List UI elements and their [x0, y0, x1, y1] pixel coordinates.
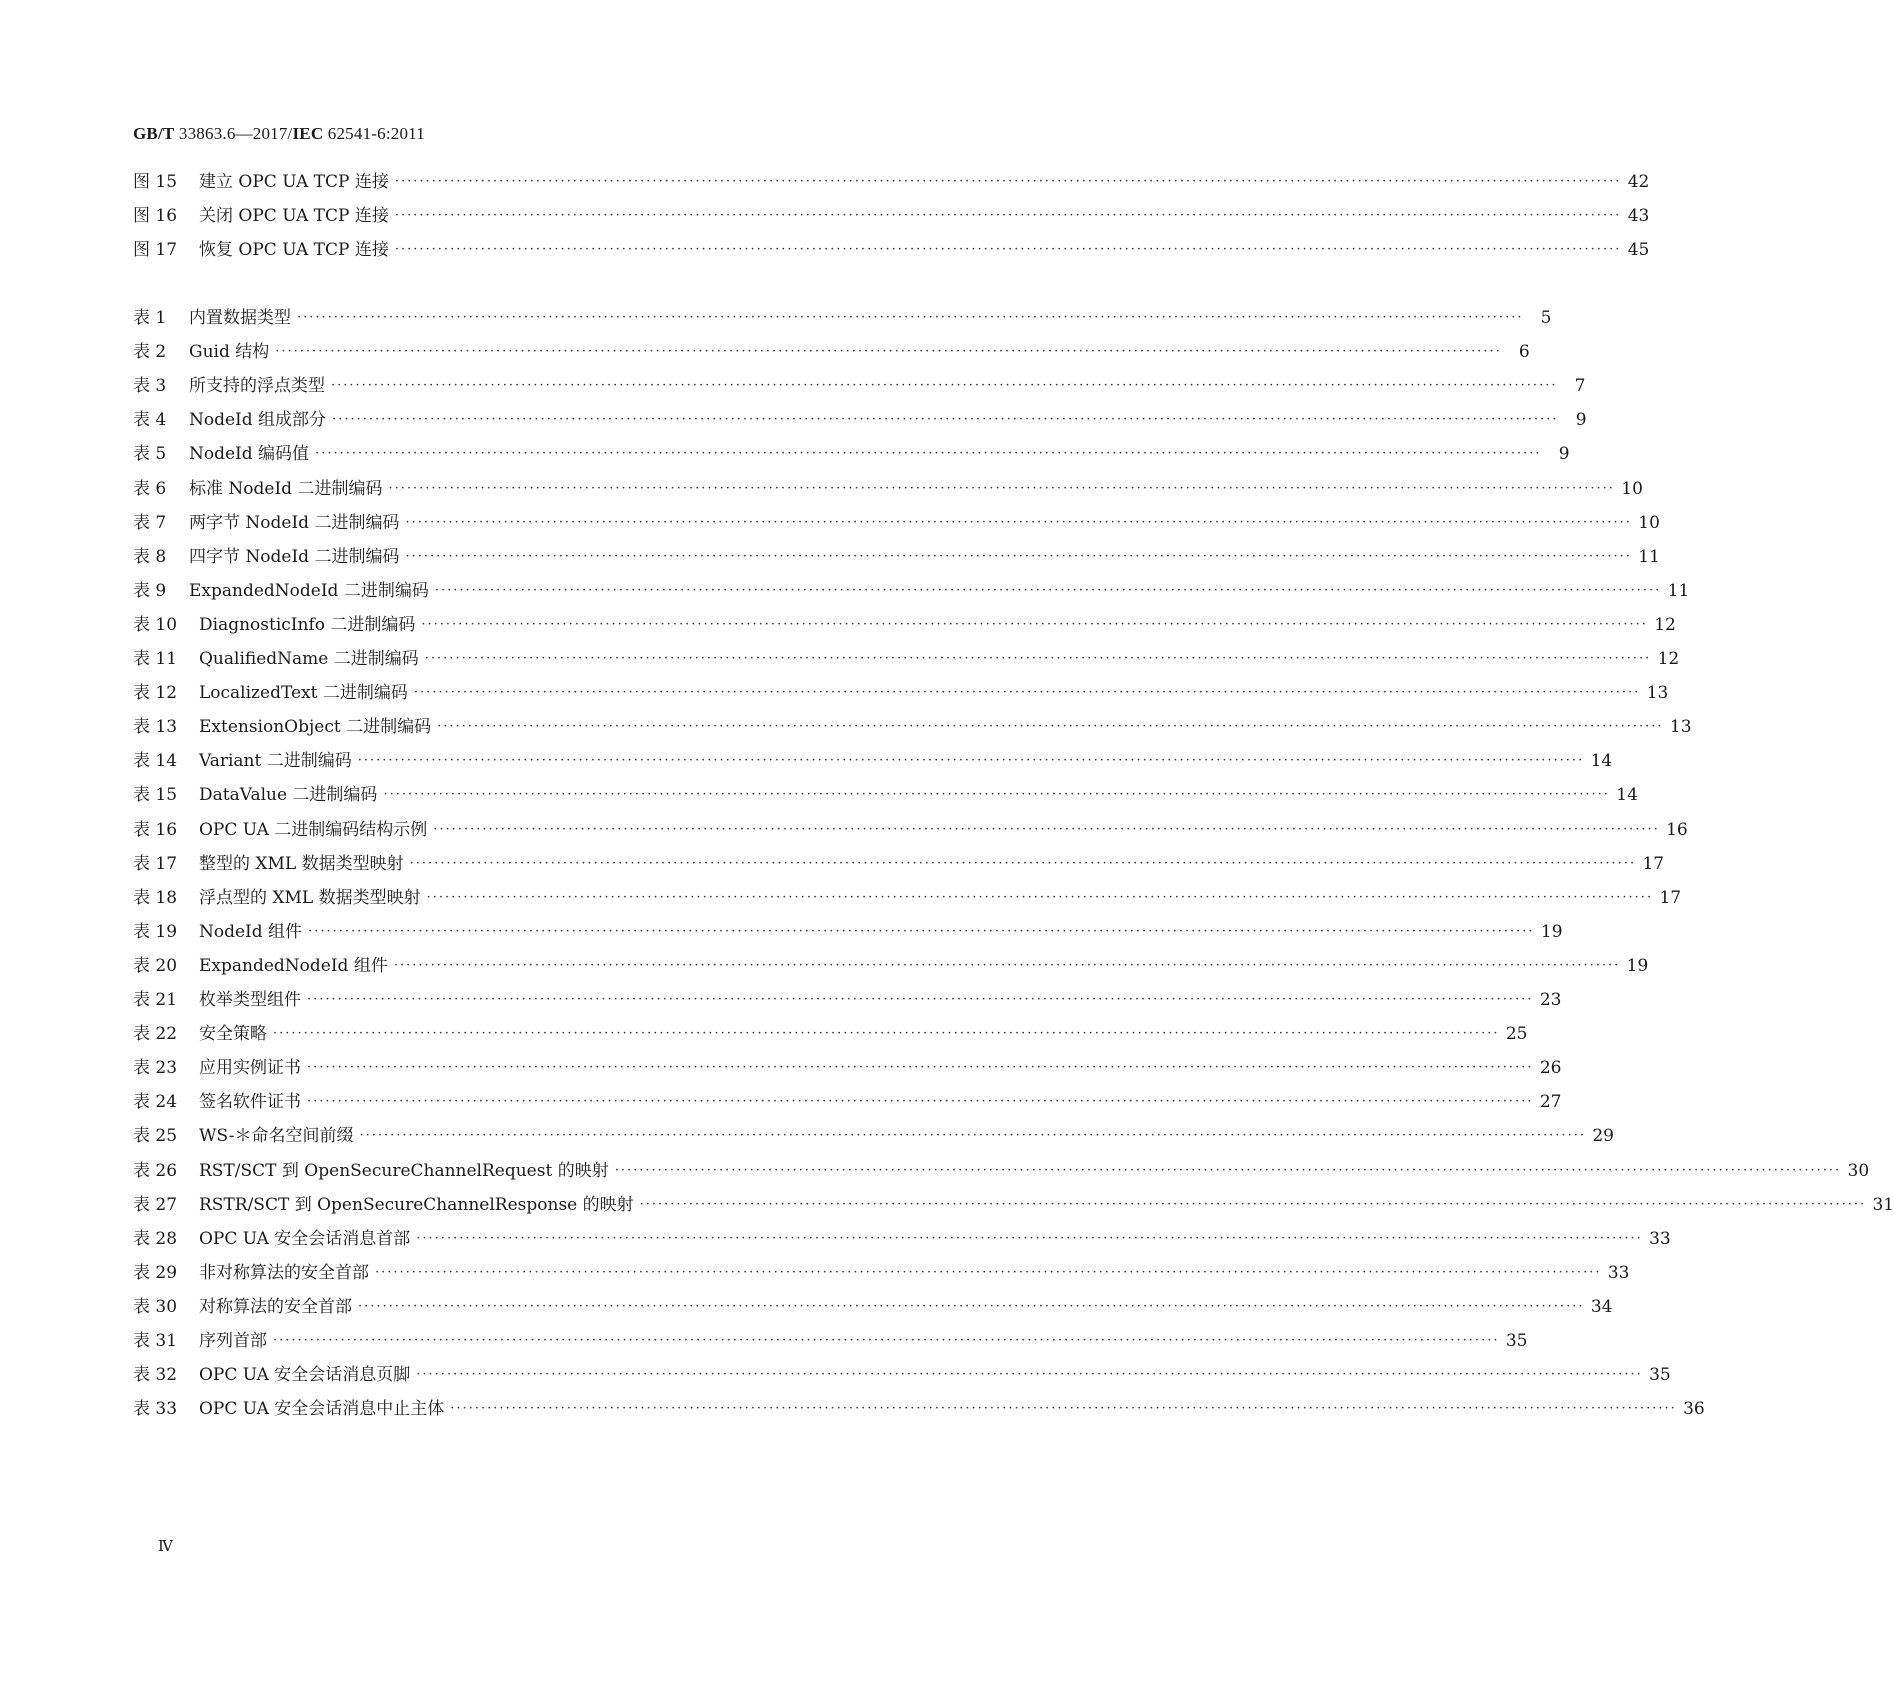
- tables-entry[interactable]: [133, 678, 1669, 704]
- figures-label: 图 15: [133, 172, 178, 192]
- leader-dots: ········································································································································································································: [409, 855, 1637, 871]
- tables-title: 内置数据类型: [189, 308, 291, 328]
- tables-label: 表 7: [133, 512, 167, 533]
- tables-label: 表 13: [133, 717, 178, 738]
- figures-entry[interactable]: [133, 167, 1650, 193]
- tables-page-number: 35: [1505, 1331, 1528, 1351]
- tables-title: NodeId 组件: [199, 921, 303, 942]
- leader-dots: ········································································································································································································: [393, 957, 1621, 973]
- leader-dots: ········································································································································································································: [450, 1401, 1677, 1417]
- tables-page-number: 33: [1649, 1228, 1671, 1249]
- leader-dots: ········································································································································································································: [416, 1230, 1643, 1246]
- tables-label: 表 32: [133, 1365, 178, 1386]
- leader-dots: ········································································································································································································: [433, 821, 1660, 837]
- tables-entry[interactable]: [133, 337, 1530, 363]
- tables-label: 表 4: [133, 410, 167, 431]
- tables-page-number: 7: [1574, 376, 1586, 397]
- figures-entry[interactable]: [133, 235, 1650, 261]
- leader-dots: ········································································································································································································: [297, 310, 1524, 325]
- tables-title: 所支持的浮点类型: [189, 376, 325, 397]
- leader-dots: ········································································································································································································: [383, 787, 1610, 803]
- tables-page-number: 17: [1642, 853, 1665, 874]
- figures-entry[interactable]: [133, 201, 1650, 227]
- standard-header: [133, 124, 425, 144]
- leader-dots: ········································································································································································································: [307, 1060, 1534, 1076]
- tables-entry[interactable]: [133, 712, 1692, 738]
- tables-page-number: 33: [1607, 1262, 1630, 1283]
- tables-title: 整型的 XML 数据类型映射: [199, 853, 404, 874]
- tables-page-number: 14: [1616, 785, 1638, 806]
- tables-title: DataValue 二进制编码: [199, 785, 378, 806]
- leader-dots: ········································································································································································································: [421, 616, 1648, 632]
- tables-title: WS-＊命名空间前缀: [199, 1126, 354, 1147]
- tables-entry[interactable]: [133, 1156, 1870, 1182]
- tables-label: 表 3: [133, 376, 167, 397]
- tables-label: 表 24: [133, 1092, 178, 1113]
- tables-page-number: 5: [1540, 308, 1552, 328]
- tables-entry[interactable]: [133, 439, 1570, 465]
- tables-label: 表 11: [133, 649, 178, 669]
- leader-dots: ········································································································································································································: [332, 412, 1559, 428]
- tables-entry[interactable]: [133, 1360, 1671, 1386]
- tables-label: 表 15: [133, 785, 178, 806]
- tables-title: 非对称算法的安全首部: [199, 1262, 369, 1283]
- tables-entry[interactable]: [133, 610, 1676, 636]
- tables-page-number: 31: [1872, 1194, 1894, 1215]
- tables-title: DiagnosticInfo 二进制编码: [199, 614, 416, 635]
- tables-entry[interactable]: [133, 1190, 1894, 1216]
- leader-dots: ········································································································································································································: [307, 992, 1534, 1007]
- leader-dots: ········································································································································································································: [375, 1264, 1602, 1280]
- tables-page-number: 6: [1518, 342, 1530, 363]
- tables-entry[interactable]: [133, 746, 1613, 772]
- tables-label: 表 31: [133, 1331, 178, 1351]
- tables-page-number: 14: [1590, 751, 1613, 772]
- tables-title: RSTR/SCT 到 OpenSecureChannelResponse 的映射: [199, 1194, 634, 1215]
- tables-title: 安全策略: [199, 1024, 267, 1045]
- figures-title: 建立 OPC UA TCP 连接: [199, 172, 389, 192]
- tables-title: 标准 NodeId 二进制编码: [189, 478, 383, 499]
- tables-entry[interactable]: [133, 474, 1643, 500]
- tables-page-number: 9: [1558, 444, 1570, 465]
- tables-label: 表 19: [133, 921, 178, 942]
- tables-label: 表 22: [133, 1024, 178, 1045]
- tables-label: 表 10: [133, 614, 178, 635]
- tables-page-number: 12: [1654, 614, 1676, 635]
- tables-entry[interactable]: [133, 951, 1649, 977]
- tables-entry[interactable]: [133, 1087, 1562, 1113]
- tables-page-number: 16: [1666, 819, 1688, 840]
- tables-entry[interactable]: [133, 1258, 1630, 1284]
- leader-dots: ········································································································································································································: [413, 685, 1641, 701]
- tables-page-number: 25: [1505, 1024, 1528, 1045]
- figures-title: 恢复 OPC UA TCP 连接: [199, 240, 389, 261]
- figures-page-number: 43: [1627, 206, 1650, 227]
- figures-label: 图 17: [133, 240, 178, 261]
- tables-title: OPC UA 二进制编码结构示例: [199, 819, 428, 840]
- tables-label: 表 26: [133, 1160, 178, 1181]
- leader-dots: ········································································································································································································: [275, 344, 1502, 360]
- tables-title: NodeId 组成部分: [189, 410, 327, 431]
- tables-label: 表 29: [133, 1262, 178, 1283]
- tables-title: NodeId 编码值: [189, 444, 310, 465]
- leader-dots: ········································································································································································································: [273, 1333, 1500, 1348]
- tables-title: Guid 结构: [189, 342, 270, 363]
- tables-entry[interactable]: [133, 644, 1680, 670]
- tables-title: Variant 二进制编码: [199, 751, 352, 772]
- leader-dots: ········································································································································································································: [308, 923, 1535, 939]
- tables-page-number: 30: [1847, 1160, 1870, 1181]
- tables-title: QualifiedName 二进制编码: [199, 649, 419, 669]
- tables-label: 表 27: [133, 1194, 178, 1215]
- tables-title: 浮点型的 XML 数据类型映射: [199, 887, 421, 908]
- tables-title: 四字节 NodeId 二进制编码: [189, 546, 400, 567]
- tables-entry[interactable]: [133, 849, 1665, 875]
- leader-dots: ········································································································································································································: [424, 651, 1652, 666]
- leader-dots: ········································································································································································································: [394, 174, 1622, 189]
- tables-title: ExpandedNodeId 组件: [199, 955, 388, 976]
- leader-dots: ········································································································································································································: [273, 1026, 1500, 1042]
- tables-title: RST/SCT 到 OpenSecureChannelRequest 的映射: [199, 1160, 609, 1181]
- tables-label: 表 1: [133, 308, 167, 328]
- leader-dots: ········································································································································································································: [416, 1367, 1643, 1383]
- tables-label: 表 9: [133, 580, 167, 601]
- tables-page-number: 23: [1539, 990, 1562, 1010]
- tables-title: ExtensionObject 二进制编码: [199, 717, 432, 738]
- tables-page-number: 36: [1683, 1399, 1705, 1420]
- tables-label: 表 21: [133, 990, 178, 1010]
- tables-label: 表 12: [133, 683, 178, 704]
- tables-page-number: 10: [1621, 478, 1643, 499]
- tables-page-number: 35: [1649, 1365, 1671, 1386]
- tables-title: ExpandedNodeId 二进制编码: [189, 580, 429, 601]
- tables-label: 表 23: [133, 1058, 178, 1079]
- tables-title: LocalizedText 二进制编码: [199, 683, 408, 704]
- tables-page-number: 9: [1575, 410, 1587, 431]
- tables-page-number: 10: [1638, 512, 1660, 533]
- tables-entry[interactable]: [133, 303, 1552, 329]
- iec-number: 62541-6:2011: [327, 124, 425, 143]
- leader-dots: ········································································································································································································: [434, 582, 1662, 598]
- tables-title: 两字节 NodeId 二进制编码: [189, 512, 400, 533]
- tables-label: 表 25: [133, 1126, 178, 1147]
- tables-entry[interactable]: [133, 1053, 1562, 1079]
- tables-entry[interactable]: [133, 576, 1690, 602]
- tables-title: OPC UA 安全会话消息首部: [199, 1228, 411, 1249]
- leader-dots: ········································································································································································································: [394, 208, 1622, 224]
- leader-dots: ········································································································································································································: [614, 1162, 1842, 1178]
- tables-page-number: 26: [1539, 1058, 1562, 1079]
- tables-page-number: 19: [1626, 955, 1649, 976]
- tables-label: 表 28: [133, 1228, 178, 1249]
- leader-dots: ········································································································································································································: [358, 1298, 1585, 1314]
- leader-dots: ········································································································································································································: [388, 480, 1615, 496]
- tables-page-number: 11: [1638, 546, 1660, 567]
- figures-label: 图 16: [133, 206, 178, 227]
- tables-title: 序列首部: [199, 1331, 267, 1351]
- leader-dots: ········································································································································································································: [437, 719, 1664, 735]
- leader-dots: ········································································································································································································: [331, 378, 1558, 394]
- page-folio: Ⅳ: [158, 1539, 173, 1555]
- tables-entry[interactable]: [133, 371, 1586, 397]
- tables-entry[interactable]: [133, 1019, 1528, 1045]
- figures-page-number: 42: [1627, 172, 1650, 192]
- tables-entry[interactable]: [133, 815, 1688, 841]
- leader-dots: ········································································································································································································: [359, 1128, 1586, 1144]
- figures-title: 关闭 OPC UA TCP 连接: [199, 206, 389, 227]
- leader-dots: ········································································································································································································: [639, 1196, 1867, 1212]
- tables-entry[interactable]: [133, 508, 1660, 534]
- tables-page-number: 13: [1669, 717, 1692, 738]
- iec-prefix: IEC: [292, 124, 324, 143]
- leader-dots: ········································································································································································································: [307, 1094, 1534, 1110]
- tables-label: 表 33: [133, 1399, 178, 1420]
- tables-entry[interactable]: [133, 405, 1587, 431]
- tables-title: 签名软件证书: [199, 1092, 301, 1113]
- figures-page-number: 45: [1627, 240, 1650, 261]
- leader-dots: ········································································································································································································: [405, 514, 1632, 530]
- tables-page-number: 17: [1659, 887, 1682, 908]
- tables-label: 表 20: [133, 955, 178, 976]
- leader-dots: ········································································································································································································: [405, 548, 1632, 564]
- standard-prefix: GB/T: [133, 124, 175, 143]
- tables-label: 表 5: [133, 444, 167, 465]
- leader-dots: ········································································································································································································: [315, 446, 1542, 462]
- tables-title: OPC UA 安全会话消息页脚: [199, 1365, 411, 1386]
- tables-title: 应用实例证书: [199, 1058, 301, 1079]
- tables-page-number: 19: [1540, 921, 1563, 942]
- tables-entry[interactable]: [133, 1121, 1614, 1147]
- tables-entry[interactable]: [133, 1326, 1528, 1352]
- tables-label: 表 8: [133, 546, 167, 567]
- tables-label: 表 6: [133, 478, 167, 499]
- tables-page-number: 13: [1646, 683, 1669, 704]
- tables-entry[interactable]: [133, 883, 1682, 909]
- tables-label: 表 14: [133, 751, 178, 772]
- tables-entry[interactable]: [133, 1394, 1705, 1420]
- tables-page-number: 11: [1667, 580, 1690, 601]
- tables-title: 枚举类型组件: [199, 990, 301, 1010]
- leader-dots: ········································································································································································································: [394, 242, 1622, 258]
- tables-entry[interactable]: [133, 1224, 1671, 1250]
- tables-label: 表 18: [133, 887, 178, 908]
- standard-number: 33863.6—2017/: [178, 124, 293, 143]
- tables-entry[interactable]: [133, 985, 1562, 1011]
- tables-entry[interactable]: [133, 780, 1638, 806]
- tables-title: 对称算法的安全首部: [199, 1296, 352, 1317]
- tables-entry[interactable]: [133, 1292, 1613, 1318]
- tables-label: 表 30: [133, 1296, 178, 1317]
- tables-page-number: 34: [1590, 1296, 1613, 1317]
- leader-dots: ········································································································································································································: [426, 889, 1654, 905]
- tables-entry[interactable]: [133, 542, 1660, 568]
- tables-title: OPC UA 安全会话消息中止主体: [199, 1399, 445, 1420]
- tables-page-number: 29: [1592, 1126, 1614, 1147]
- tables-page-number: 12: [1657, 649, 1680, 669]
- tables-label: 表 16: [133, 819, 178, 840]
- tables-label: 表 17: [133, 853, 178, 874]
- leader-dots: ········································································································································································································: [357, 753, 1585, 769]
- tables-entry[interactable]: [133, 917, 1563, 943]
- tables-label: 表 2: [133, 342, 167, 363]
- tables-page-number: 27: [1539, 1092, 1562, 1113]
